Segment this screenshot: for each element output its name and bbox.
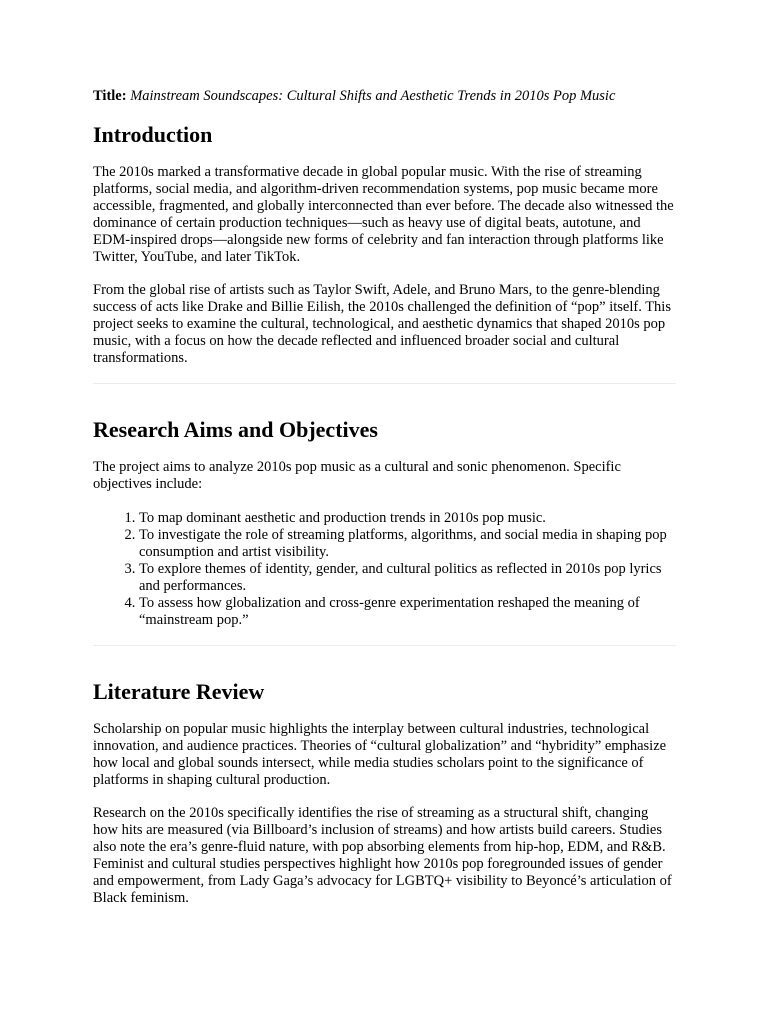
research-aims-section <box>93 417 676 629</box>
section-divider <box>93 383 676 384</box>
document-page <box>93 87 676 907</box>
title-label: Title: <box>93 88 127 104</box>
introduction-paragraph-2: From the global rise of artists such as Taylor Swift, Adele, and Bruno Mars, to the genre-blending success of acts like Drake and Billie Eilish, the 2010s challenged the definition of “pop” itself. This project seeks to examine the cultural, technological, and aesthetic dynamics that shaped 2010s pop music, with a focus on how the decade reflected and influenced broader social and cultural transformations. <box>93 282 671 366</box>
objective-item: 4. To assess how globalization and cross-genre experimentation reshaped the meaning of “mainstream pop.” <box>139 595 676 629</box>
objective-item: 2. To investigate the role of streaming platforms, algorithms, and social media in shaping pop consumption and artist visibility. <box>139 527 676 561</box>
literature-review-paragraph-1: Scholarship on popular music highlights the interplay between cultural industries, technological innovation, and audience practices. Theories of “cultural globalization” and “hybridity” emphasize how local and global sounds intersect, while media studies scholars point to the significance of platforms in shaping cultural production. <box>93 721 667 788</box>
literature-review-paragraph-2: Research on the 2010s specifically identifies the rise of streaming as a structural shift, changing how hits are measured (via Billboard’s inclusion of streams) and how artists build careers. Studies also note the era’s genre-fluid nature, with pop absorbing elements from hip-hop, EDM, and R&B. Feminist and cultural studies perspectives highlight how 2010s pop foregrounded issues of gender and empowerment, from Lady Gaga’s advocacy for LGBTQ+ visibility to Beyoncé’s articulation of Black feminism. <box>93 805 672 906</box>
document-title <box>93 87 676 105</box>
section-divider <box>93 645 676 646</box>
introduction-paragraph-1: The 2010s marked a transformative decade in global popular music. With the rise of streaming platforms, social media, and algorithm-driven recommendation systems, pop music became more accessible, fragmented, and globally interconnected than ever before. The decade also witnessed the dominance of certain production techniques—such as heavy use of digital beats, autotune, and EDM-inspired drops—alongside new forms of celebrity and fan interaction through platforms like Twitter, YouTube, and later TikTok. <box>93 164 674 265</box>
title-text: Mainstream Soundscapes: Cultural Shifts and Aesthetic Trends in 2010s Pop Music <box>130 88 616 104</box>
introduction-section <box>93 122 676 367</box>
objective-item: 1. To map dominant aesthetic and production trends in 2010s pop music. <box>139 510 676 527</box>
research-aims-heading: Research Aims and Objectives <box>93 417 378 442</box>
research-aims-intro: The project aims to analyze 2010s pop music as a cultural and sonic phenomenon. Specific objectives include: <box>93 459 621 492</box>
objectives-list <box>93 510 676 629</box>
literature-review-heading: Literature Review <box>93 679 265 704</box>
introduction-heading: Introduction <box>93 122 213 147</box>
objective-item: 3. To explore themes of identity, gender, and cultural politics as reflected in 2010s pop lyrics and performances. <box>139 561 676 595</box>
literature-review-section <box>93 679 676 907</box>
